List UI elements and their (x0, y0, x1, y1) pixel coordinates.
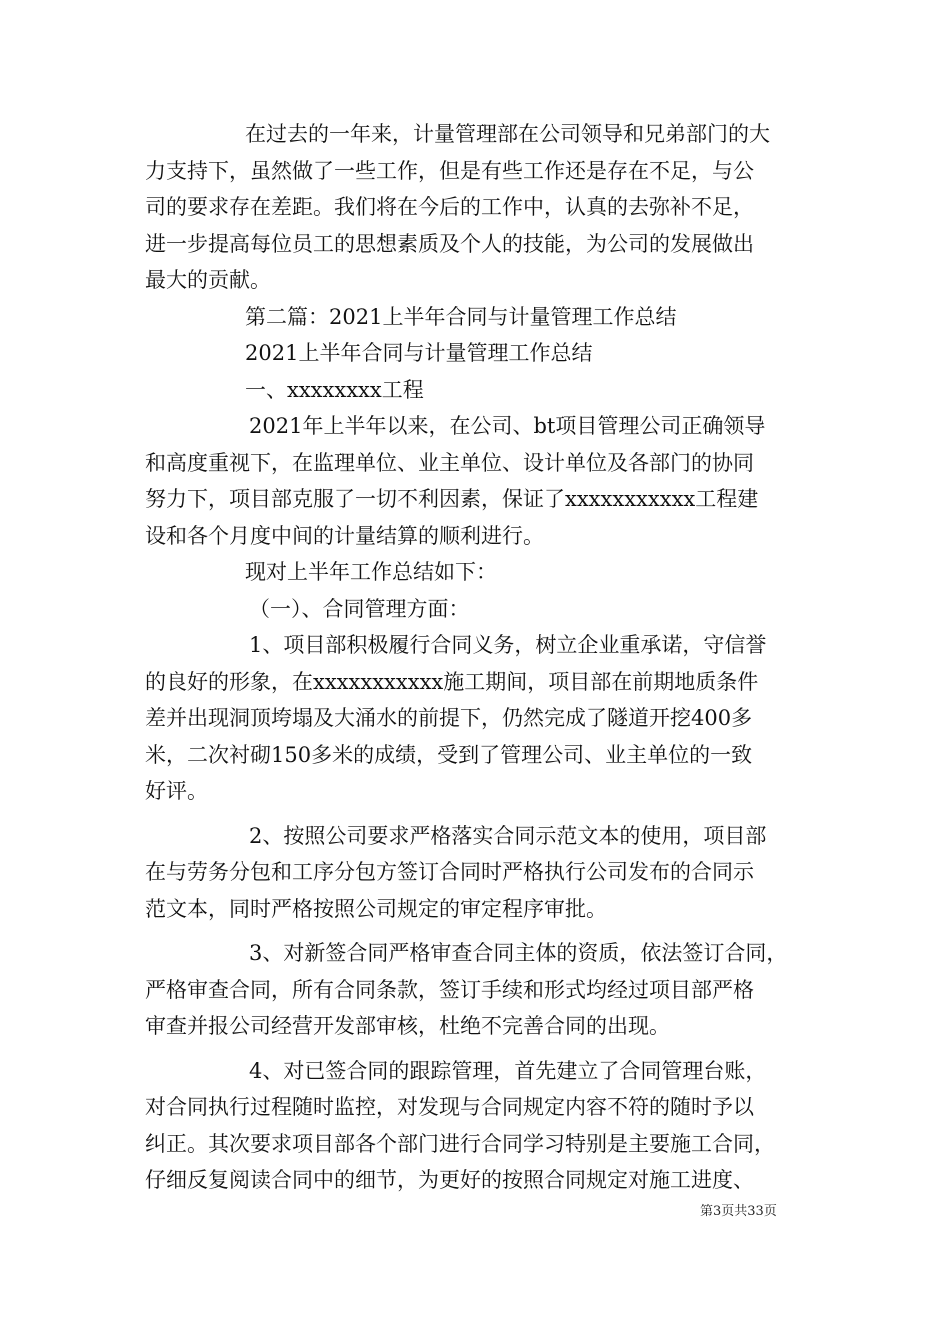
paragraph-line: 努力下，项目部克服了一切不利因素，保证了xxxxxxxxxxx工程建 (145, 487, 759, 511)
paragraph-line: 的良好的形象，在xxxxxxxxxxx施工期间，项目部在前期地质条件 (145, 669, 759, 694)
paragraph-line: 2021年上半年以来，在公司、bt项目管理公司正确领导 (249, 414, 766, 438)
paragraph-line: 米，二次衬砌150多米的成绩，受到了管理公司、业主单位的一致 (145, 742, 753, 767)
paragraph-line: 差并出现洞顶垮塌及大涌水的前提下，仍然完成了隧道开挖400多 (145, 706, 753, 730)
page-number: 第3页共33页 (700, 1204, 777, 1219)
document-title: 2021上半年合同与计量管理工作总结 (245, 341, 593, 365)
paragraph-line: 好评。 (145, 779, 208, 803)
paragraph-line: 司的要求存在差距。我们将在今后的工作中，认真的去弥补不足， (145, 195, 754, 219)
paragraph-line: 纠正。其次要求项目部各个部门进行合同学习特别是主要施工合同， (145, 1131, 775, 1156)
paragraph-line: 和高度重视下，在监理单位、业主单位、设计单位及各部门的协同 (145, 450, 754, 475)
paragraph-line: 在与劳务分包和工序分包方签订合同时严格执行公司发布的合同示 (145, 860, 754, 884)
paragraph-line: 范文本，同时严格按照公司规定的审定程序审批。 (145, 896, 607, 921)
paragraph-line: 设和各个月度中间的计量结算的顺利进行。 (145, 523, 544, 548)
paragraph-line: 现对上半年工作总结如下： (245, 560, 497, 584)
section-heading: 第二篇：2021上半年合同与计量管理工作总结 (245, 304, 677, 329)
paragraph-line: 4、对已签合同的跟踪管理，首先建立了合同管理台账， (249, 1058, 767, 1083)
paragraph-line: 进一步提高每位员工的思想素质及个人的技能，为公司的发展做出 (145, 231, 754, 256)
paragraph-line: 最大的贡献。 (145, 268, 271, 292)
paragraph-line: 对合同执行过程随时监控，对发现与合同规定内容不符的随时予以 (145, 1095, 754, 1119)
subsection-heading: 一、xxxxxxxx工程 (245, 377, 424, 402)
subsection-heading: （一）、合同管理方面： (249, 596, 470, 621)
paragraph-gap (145, 810, 813, 818)
paragraph-gap (145, 1045, 813, 1053)
paragraph-line: 严格审查合同，所有合同条款，签订手续和形式均经过项目部严格 (145, 977, 754, 1002)
document-body (145, 116, 813, 1199)
paragraph-line: 1、项目部积极履行合同义务，树立企业重承诺，守信誉 (249, 633, 767, 657)
paragraph-line: 在过去的一年来，计量管理部在公司领导和兄弟部门的大 (245, 122, 770, 146)
paragraph-line: 仔细反复阅读合同中的细节，为更好的按照合同规定对施工进度、 (145, 1168, 754, 1192)
paragraph-line: 力支持下，虽然做了一些工作，但是有些工作还是存在不足，与公 (145, 158, 754, 183)
paragraph-line: 3、对新签合同严格审查合同主体的资质，依法签订合同， (249, 941, 788, 965)
paragraph-gap (145, 927, 813, 935)
paragraph-line: 2、按照公司要求严格落实合同示范文本的使用，项目部 (249, 823, 767, 848)
paragraph-line: 审查并报公司经营开发部审核，杜绝不完善合同的出现。 (145, 1014, 670, 1038)
